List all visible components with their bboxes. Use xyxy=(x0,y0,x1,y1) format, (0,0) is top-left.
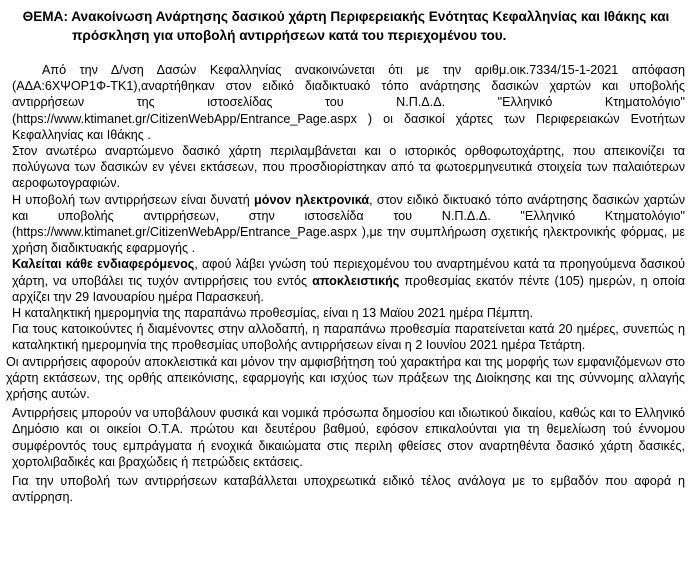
paragraph-invitation-bold-2: αποκλειστικής xyxy=(312,273,400,288)
paragraph-objections-scope xyxy=(0,354,691,403)
title-line-1: ΘΕΜΑ: Ανακοίνωση Ανάρτησης δασικού χάρτη Περιφερειακής Ενότητας Κεφαλληνίας και Ιθάκης και xyxy=(22,9,670,24)
paragraph-deadline-text: Η καταληκτική ημερομηνία της παραπάνω προθεσμίας, είναι η 13 Μαϊου 2021 ημέρα Πέμπτη. xyxy=(12,306,534,321)
paragraph-electronic-text-b: , στον ειδικό δικτυακό τόπο ανάρτησης δασικών χαρτών και υποβολής αντιρρήσεων, στην ιστοσελίδα του Ν.Π.Δ.Δ. "Ελληνικό Κτηματολόγιο" (https://www.ktimanet.gr/CitizenWebApp/Entrance_Page.aspx ),με την συμπλήρωση σχετικής ηλεκτρονικής φόρμας, με χρήση διαδικτυακής εφαρμογής . xyxy=(12,192,685,256)
paragraph-electronic-bold: μόνον ηλεκτρονικά xyxy=(254,192,370,207)
paragraph-electronic-submission xyxy=(0,192,691,257)
paragraph-orthophoto xyxy=(0,143,691,192)
paragraph-invitation-text-a: , αφού λάβει γνώση τού περιεχομένου του αναρτημένου κατά τα προηγούμενα δασικού χάρτη, να υποβάλει τις τυχόν αντιρρήσεις του εντός xyxy=(12,257,685,288)
paragraph-eligible-text: Αντιρρήσεις μπορούν να υποβάλουν φυσικά και νομικά πρόσωπα δημοσίου και ιδιωτικού δικαίου, καθώς και το Ελληνικό Δημόσιο και οι οικείοι Ο.Τ.Α. πρώτου και δευτέρου βαθμού, εφόσον επικαλούνται για τη θεμελίωση τού έννομου συμφέροντός τους εμπράγματα ή ενοχικά δικαιώματα στις περιλη φθείσες στον αναρτηθέντα δασικό χάρτη δασικές, χορτολιβαδικές και βραχώδεις ή πετρώδεις εκτάσεις. xyxy=(12,406,685,469)
paragraph-announcement xyxy=(0,62,691,143)
paragraph-orthophoto-text: Στον ανωτέρω αναρτώμενο δασικό χάρτη περιλαμβάνεται και ο ιστορικός ορθοφωτοχάρτης, που απεικονίζει τα πολύγωνα των δασικών εν γένει εκτάσεων, που προσδιορίστηκαν από τα φωτοερμηνευτικά στοιχεία των παλαιότερων αεροφωτογραφιών. xyxy=(12,144,685,191)
paragraph-invitation-bold-1: Καλείται κάθε ενδιαφερόμενος xyxy=(12,257,195,272)
paragraph-deadline xyxy=(0,305,691,321)
document-title xyxy=(10,7,682,45)
title-line-2: πρόσκληση για υποβολή αντιρρήσεων κατά του περιεχομένου του. xyxy=(72,28,507,43)
document-body xyxy=(0,62,691,505)
paragraph-abroad-text: Για τους κατοικούντες ή διαμένοντες στην αλλοδαπή, η παραπάνω προθεσμία παρατείνεται κατά 20 ημέρες, συνεπώς η καταληκτική ημερομηνία της προθεσμίας υποβολής αντιρρήσεων είναι η 2 Ιουνίου 2021 ημέρα Τετάρτη. xyxy=(12,322,685,353)
paragraph-fee xyxy=(0,473,691,505)
paragraph-invitation-text-b: προθεσμίας εκατόν πέντε (105) ημερών, η οποία αρχίζει την 29 Ιανουαρίου ημέρα Παρασκευή. xyxy=(12,273,685,304)
paragraph-announcement-text: Από την Δ/νση Δασών Κεφαλληνίας ανακοινώνεται ότι με την αριθμ.οικ.7334/15-1-2021 απόφαση (ΑΔΑ:6ΧΨΟΡ1Φ-ΤΚ1),αναρτήθηκαν στον ειδικό διαδικτυακό τόπο ανάρτησης δασικών χαρτών και υποβολής αντιρρήσεων της ιστοσελίδας του Ν.Π.Δ.Δ. "Ελληνικό Κτηματολόγιο" (https://www.ktimanet.gr/CitizenWebApp/Entrance_Page.aspx ) οι δασικοί χάρτες των Περιφερειακών Ενοτήτων Κεφαλληνίας και Ιθάκης . xyxy=(12,63,685,142)
paragraph-scope-text: Οι αντιρρήσεις αφορούν αποκλειστικά και μόνον την αμφισβήτηση τού χαρακτήρα και της μορφής των εμφανιζόμενων στο χάρτη εκτάσεων, της ορθής απεικόνισης, εφαρμογής και ισχύος των πράξεων της Διοίκησης και της σύννομης αλλαγής χρήσης αυτών. xyxy=(6,354,685,402)
paragraph-invitation xyxy=(0,256,691,305)
paragraph-eligible-parties xyxy=(0,405,691,470)
paragraph-abroad-extension xyxy=(0,321,691,353)
paragraph-electronic-text-a: Η υποβολή των αντιρρήσεων είναι δυνατή xyxy=(12,192,255,207)
paragraph-fee-text: Για την υποβολή των αντιρρήσεων καταβάλλεται υποχρεωτικά ειδικό τέλος ανάλογα με το εμβαδόν που αφορά η αντίρρηση. xyxy=(12,474,685,505)
